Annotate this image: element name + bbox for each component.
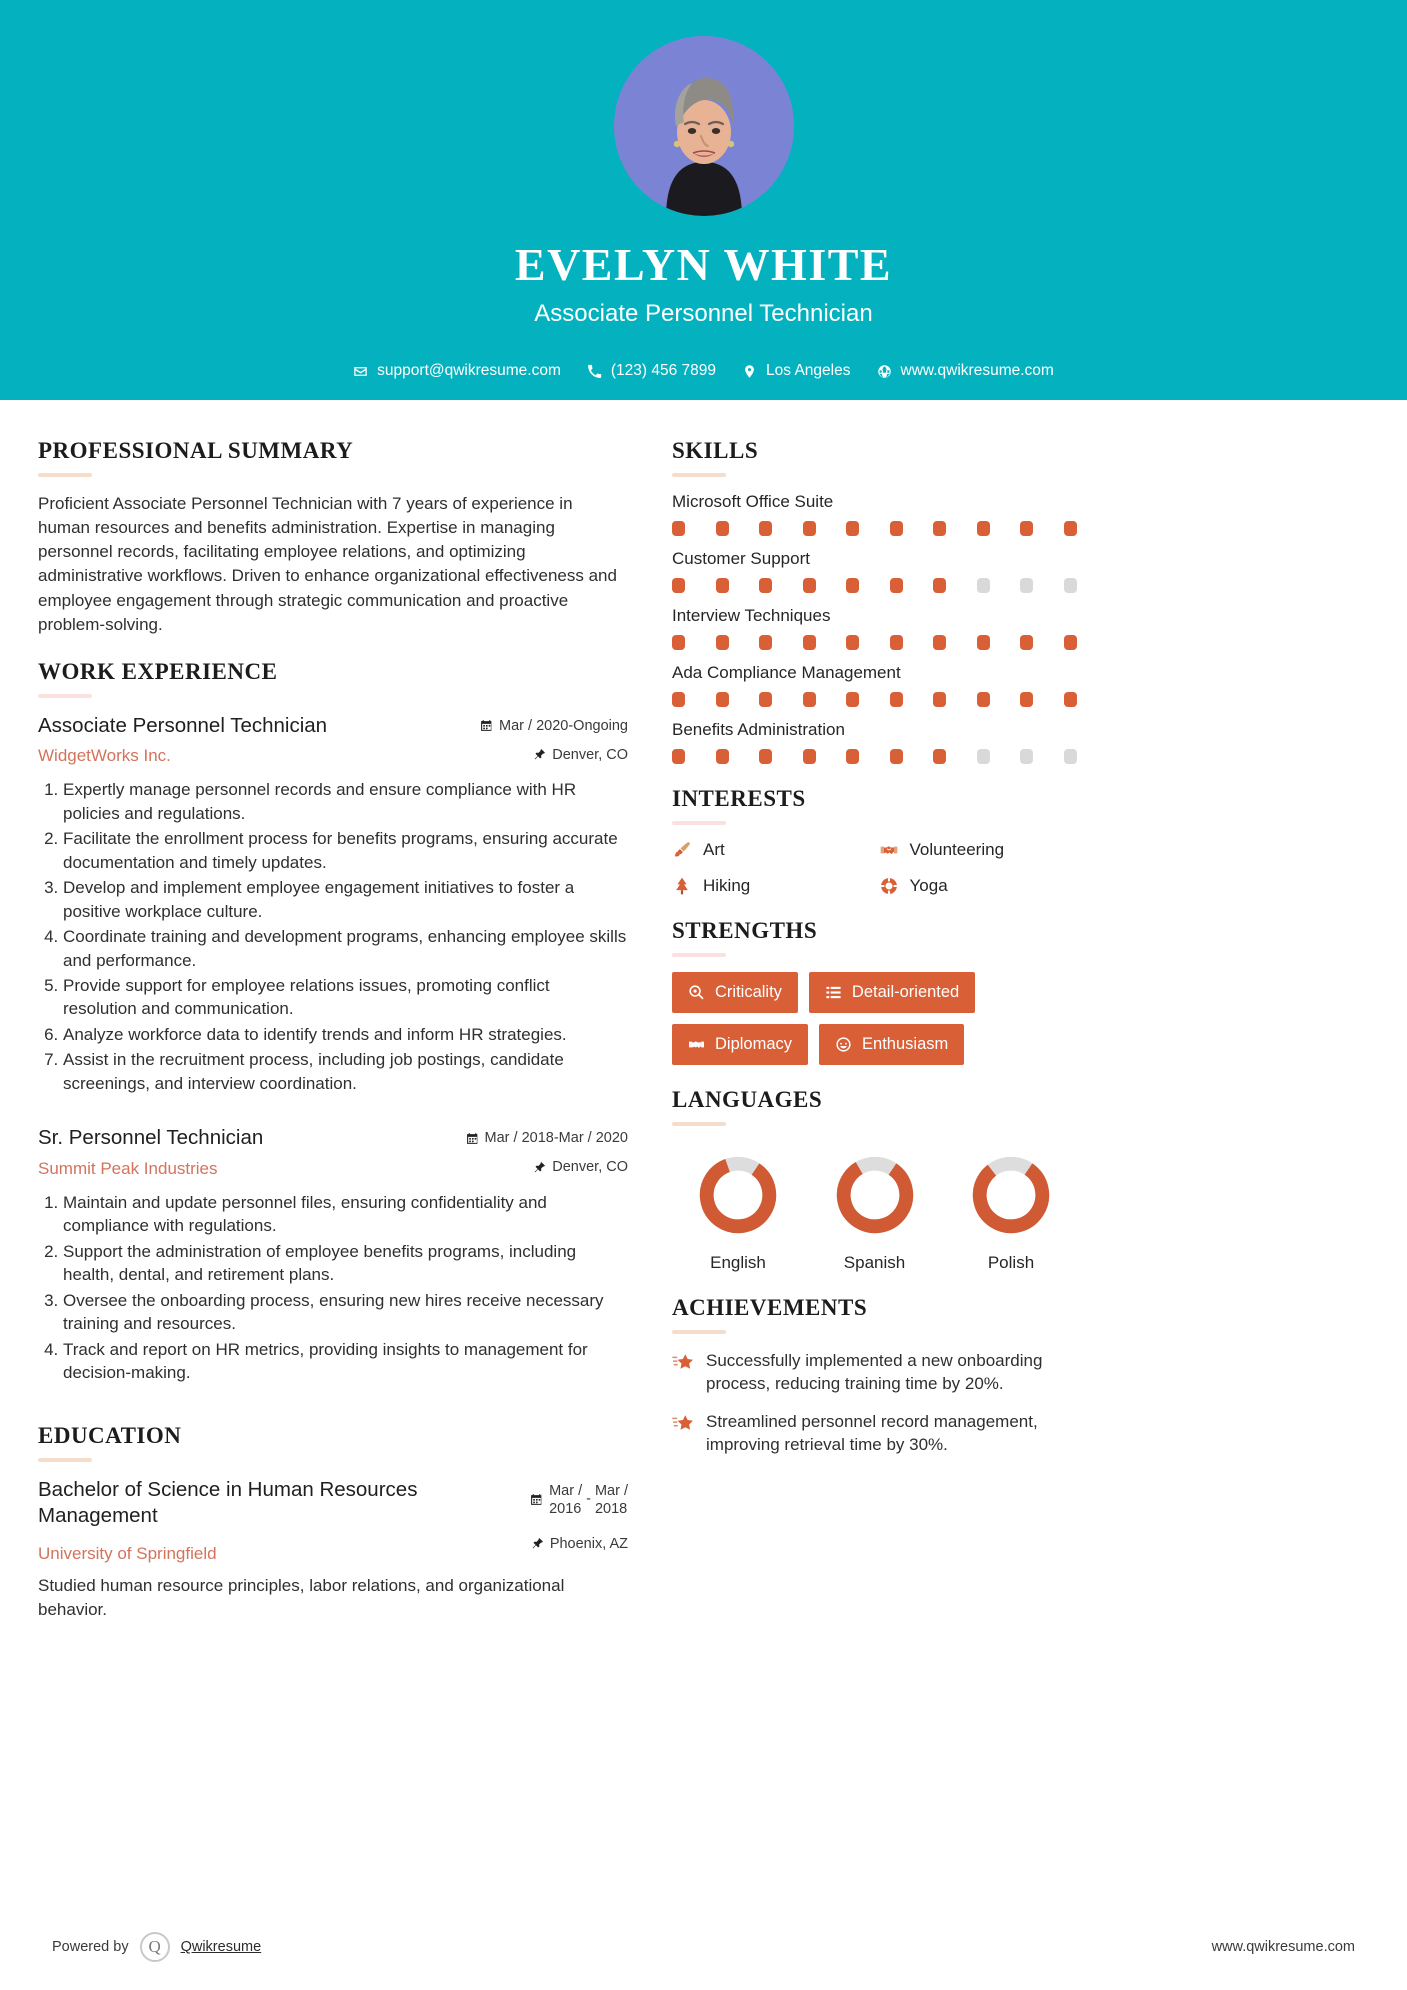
skill-dot <box>1020 692 1033 707</box>
work-role: Associate Personnel Technician <box>38 713 328 737</box>
section-professional-summary <box>38 438 628 637</box>
section-divider <box>672 953 726 957</box>
star-icon <box>672 1351 694 1373</box>
brand-link[interactable]: Qwikresume <box>180 1939 262 1955</box>
education-description: Studied human resource principles, labor relations, and organizational behavior. <box>38 1575 565 1619</box>
list-icon <box>825 984 842 1001</box>
skill-dot <box>716 578 729 593</box>
work-date <box>468 718 628 734</box>
handshake-icon <box>879 840 899 860</box>
work-bullet: 3. Oversee the onboarding process, ensuring new hires receive necessary training and resources. <box>63 1289 628 1336</box>
skill-item <box>672 606 1077 650</box>
language-label: English <box>710 1253 766 1272</box>
strength-label: Criticality <box>715 983 782 1001</box>
section-achievements <box>672 1295 1077 1457</box>
achievement-text: Successfully implemented a new onboarding process, reducing training time by 20%. <box>706 1351 1043 1394</box>
section-divider <box>672 1122 726 1126</box>
work-bullets <box>38 1191 628 1385</box>
education-date <box>468 1482 628 1518</box>
skill-rating <box>672 578 1077 593</box>
work-bullet: 1. Maintain and update personnel files, ensuring confidentiality and compliance with regulations. <box>63 1191 628 1238</box>
interests-grid <box>672 840 1077 896</box>
skill-dot <box>672 635 685 650</box>
skill-item <box>672 492 1077 536</box>
interest-item <box>879 840 1078 860</box>
section-heading-skills: SKILLS <box>672 438 759 463</box>
contact-website-text: www.qwikresume.com <box>900 362 1054 379</box>
skill-dot <box>759 749 772 764</box>
skill-rating <box>672 635 1077 650</box>
skill-dot <box>977 692 990 707</box>
skill-label: Ada Compliance Management <box>672 663 901 682</box>
work-role: Sr. Personnel Technician <box>38 1126 264 1150</box>
work-entry-meta <box>468 713 628 763</box>
strength-chip-detail-oriented[interactable] <box>809 972 975 1013</box>
language-donut-chart <box>965 1149 1057 1241</box>
skill-dot <box>977 578 990 593</box>
section-interests <box>672 786 1077 896</box>
skill-label: Interview Techniques <box>672 606 831 625</box>
date-dash: - <box>586 1490 591 1507</box>
strength-label: Enthusiasm <box>862 1035 949 1053</box>
skill-dot <box>933 521 946 536</box>
strength-label: Detail-oriented <box>851 983 960 1001</box>
contact-email[interactable] <box>353 362 561 380</box>
skill-dot <box>1064 578 1077 593</box>
language-donut-chart <box>829 1149 921 1241</box>
smiley-icon <box>835 1036 852 1053</box>
work-entry-titles <box>38 713 468 767</box>
education-entry-meta <box>468 1477 628 1552</box>
contact-phone-text: (123) 456 7899 <box>610 362 717 379</box>
education-location-text: Phoenix, AZ <box>549 1535 628 1552</box>
pin-icon <box>533 748 546 761</box>
skill-rating <box>672 692 1077 707</box>
section-divider <box>672 821 726 825</box>
right-column <box>672 438 1077 1990</box>
skill-dot <box>672 749 685 764</box>
skill-dot <box>846 635 859 650</box>
language-item <box>678 1149 798 1273</box>
skill-dot <box>1064 692 1077 707</box>
skill-label: Microsoft Office Suite <box>672 492 834 511</box>
skill-dot <box>1064 749 1077 764</box>
work-date <box>466 1130 628 1146</box>
work-location-text: Denver, CO <box>552 746 628 763</box>
work-bullet: 6. Analyze workforce data to identify trends and inform HR strategies. <box>63 1023 628 1046</box>
section-work-experience <box>38 659 628 1385</box>
work-bullet: 1. Expertly manage personnel records and ensure compliance with HR policies and regulations. <box>63 778 628 825</box>
interest-label: Art <box>703 840 725 859</box>
interest-item <box>672 840 871 860</box>
skill-dot <box>890 635 903 650</box>
work-entry-header <box>38 713 628 767</box>
interest-label: Hiking <box>703 876 751 895</box>
section-heading-languages: LANGUAGES <box>672 1087 823 1112</box>
section-education <box>38 1423 628 1622</box>
skill-dot <box>846 749 859 764</box>
interest-label: Volunteering <box>909 840 1005 859</box>
skill-dot <box>716 692 729 707</box>
work-organization: Summit Peak Industries <box>38 1158 218 1178</box>
education-end-year: 2018 <box>594 1500 628 1517</box>
skill-dot <box>803 692 816 707</box>
skill-dot <box>933 749 946 764</box>
calendar-icon <box>480 719 493 732</box>
skill-item <box>672 663 1077 707</box>
powered-by-label: Powered by <box>52 1939 129 1955</box>
skill-dot <box>759 578 772 593</box>
resume-header <box>0 0 1407 400</box>
skill-dot <box>977 521 990 536</box>
work-organization: WidgetWorks Inc. <box>38 746 171 766</box>
work-location-text: Denver, CO <box>552 1159 628 1176</box>
skill-dot <box>933 578 946 593</box>
skill-dot <box>716 749 729 764</box>
education-entry <box>38 1477 628 1622</box>
calendar-icon <box>466 1132 479 1145</box>
calendar-icon <box>530 1493 543 1506</box>
skill-dot <box>846 578 859 593</box>
skill-dot <box>1020 635 1033 650</box>
contact-row <box>353 362 1054 380</box>
work-entry-meta <box>466 1125 628 1175</box>
avatar <box>614 36 794 216</box>
skill-dot <box>977 749 990 764</box>
work-bullet: 2. Facilitate the enrollment process for benefits programs, ensuring accurate documentation and timely updates. <box>63 827 628 874</box>
skill-item <box>672 549 1077 593</box>
contact-website[interactable] <box>877 362 1054 380</box>
paintbrush-icon <box>672 840 692 860</box>
skill-item <box>672 720 1077 764</box>
languages-list <box>672 1141 1077 1273</box>
skill-dot <box>1064 635 1077 650</box>
work-bullet: 3. Develop and implement employee engagement initiatives to foster a positive workplace culture. <box>63 876 628 923</box>
work-date-text: Mar / 2020-Ongoing <box>499 717 628 734</box>
skill-dot <box>1020 578 1033 593</box>
job-title: Associate Personnel Technician <box>534 300 873 327</box>
page-footer <box>0 1904 1407 1990</box>
envelope-icon <box>353 364 368 379</box>
education-entry-header <box>38 1477 628 1564</box>
skill-dot <box>846 521 859 536</box>
skill-dot <box>759 635 772 650</box>
skill-dot <box>716 521 729 536</box>
skill-rating <box>672 749 1077 764</box>
education-date-start <box>549 1482 582 1518</box>
skill-dot <box>846 692 859 707</box>
section-heading-strengths: STRENGTHS <box>672 918 818 943</box>
language-label: Spanish <box>843 1253 906 1272</box>
section-heading-achievements: ACHIEVEMENTS <box>672 1295 868 1320</box>
education-start-year: 2016 <box>549 1500 582 1517</box>
language-label: Polish <box>987 1253 1035 1272</box>
skill-dot <box>759 692 772 707</box>
left-column <box>38 438 628 1990</box>
pin-icon <box>531 1537 544 1550</box>
work-location <box>466 1159 628 1175</box>
work-bullet: 7. Assist in the recruitment process, including job postings, candidate screenings, and interview coordination. <box>63 1048 628 1095</box>
skill-dot <box>933 692 946 707</box>
section-divider <box>38 473 92 477</box>
skill-dot <box>933 635 946 650</box>
section-divider <box>38 1458 92 1462</box>
handshake-icon <box>688 1036 705 1053</box>
education-date-range <box>549 1482 628 1518</box>
skill-dot <box>803 749 816 764</box>
strengths-chips <box>672 972 1077 1065</box>
section-heading-work: WORK EXPERIENCE <box>38 658 278 684</box>
skill-label: Benefits Administration <box>672 720 845 739</box>
globe-icon <box>877 364 892 379</box>
language-item <box>951 1149 1071 1273</box>
work-bullet: 5. Provide support for employee relations issues, promoting conflict resolution and communication. <box>63 974 628 1021</box>
skill-dot <box>1020 749 1033 764</box>
work-bullets <box>38 778 628 1095</box>
section-strengths <box>672 918 1077 1065</box>
lifebuoy-icon <box>879 876 899 896</box>
section-skills <box>672 438 1077 764</box>
skill-dot <box>672 521 685 536</box>
powered-by-block <box>52 1932 261 1962</box>
location-pin-icon <box>742 364 757 379</box>
section-divider <box>672 473 726 477</box>
pin-icon <box>533 1161 546 1174</box>
section-languages <box>672 1087 1077 1273</box>
star-icon <box>672 1412 694 1434</box>
qwikresume-logo-icon <box>140 1932 170 1962</box>
tree-icon <box>672 876 692 896</box>
skill-dot <box>803 521 816 536</box>
footer-website[interactable]: www.qwikresume.com <box>1211 1939 1355 1955</box>
skill-dot <box>890 578 903 593</box>
language-item <box>815 1149 935 1273</box>
education-school: University of Springfield <box>38 1543 217 1563</box>
skill-dot <box>890 749 903 764</box>
skill-dot <box>977 635 990 650</box>
skill-dot <box>1020 521 1033 536</box>
skills-list <box>672 492 1077 764</box>
achievement-item <box>672 1349 1077 1396</box>
contact-location[interactable] <box>742 362 850 380</box>
education-degree: Bachelor of Science in Human Resources Management <box>38 1477 418 1528</box>
skill-dot <box>759 521 772 536</box>
strength-chip-diplomacy[interactable] <box>672 1024 808 1065</box>
work-entry-titles <box>38 1125 466 1179</box>
strength-chip-enthusiasm[interactable] <box>819 1024 964 1065</box>
work-entry-header <box>38 1125 628 1179</box>
skill-dot <box>803 578 816 593</box>
achievement-item <box>672 1410 1077 1457</box>
contact-phone[interactable] <box>587 362 716 380</box>
section-heading-summary: PROFESSIONAL SUMMARY <box>38 438 354 463</box>
phone-icon <box>587 364 602 379</box>
work-entry <box>38 1125 628 1384</box>
skill-label: Customer Support <box>672 549 810 568</box>
interest-item <box>879 876 1078 896</box>
work-date-text: Mar / 2018-Mar / 2020 <box>484 1130 628 1147</box>
education-end-month: Mar / <box>594 1482 628 1499</box>
language-donut-chart <box>692 1149 784 1241</box>
skill-rating <box>672 521 1077 536</box>
section-divider <box>672 1330 726 1334</box>
logo-mark: Q <box>148 1937 161 1956</box>
summary-text: Proficient Associate Personnel Technician with 7 years of experience in human resources and benefits administration. Expertise in managing personnel records, facilitating employee relations, and optimizing administrative workflows. Driven to enhance organizational effectiveness and employee engagement through strategic communication and proactive problem-solving. <box>38 494 617 634</box>
section-heading-interests: INTERESTS <box>672 786 806 811</box>
education-start-month: Mar / <box>549 1482 583 1499</box>
magnifier-icon <box>688 984 705 1001</box>
skill-dot <box>672 692 685 707</box>
work-entry <box>38 713 628 1096</box>
strength-label: Diplomacy <box>715 1035 793 1053</box>
contact-location-text: Los Angeles <box>766 362 851 379</box>
skill-dot <box>890 521 903 536</box>
work-location <box>468 747 628 763</box>
section-heading-education: EDUCATION <box>38 1422 182 1448</box>
interest-item <box>672 876 871 896</box>
education-date-end <box>595 1482 628 1518</box>
skill-dot <box>1064 521 1077 536</box>
strength-chip-criticality[interactable] <box>672 972 798 1013</box>
education-location <box>468 1536 628 1552</box>
skill-dot <box>716 635 729 650</box>
skill-dot <box>672 578 685 593</box>
section-divider <box>38 694 92 698</box>
interest-label: Yoga <box>909 876 948 895</box>
page-title: EVELYN WHITE <box>514 239 893 290</box>
work-bullet: 4. Track and report on HR metrics, providing insights to management for decision-making. <box>63 1338 628 1385</box>
work-bullet: 2. Support the administration of employee benefits programs, including health, dental, and retirement plans. <box>63 1240 628 1287</box>
education-entry-titles <box>38 1477 468 1564</box>
skill-dot <box>803 635 816 650</box>
work-bullet: 4. Coordinate training and development programs, enhancing employee skills and performance. <box>63 925 628 972</box>
resume-body <box>0 400 1407 1990</box>
skill-dot <box>890 692 903 707</box>
achievement-text: Streamlined personnel record management, improving retrieval time by 30%. <box>706 1411 1038 1455</box>
contact-email-text: support@qwikresume.com <box>377 362 561 379</box>
